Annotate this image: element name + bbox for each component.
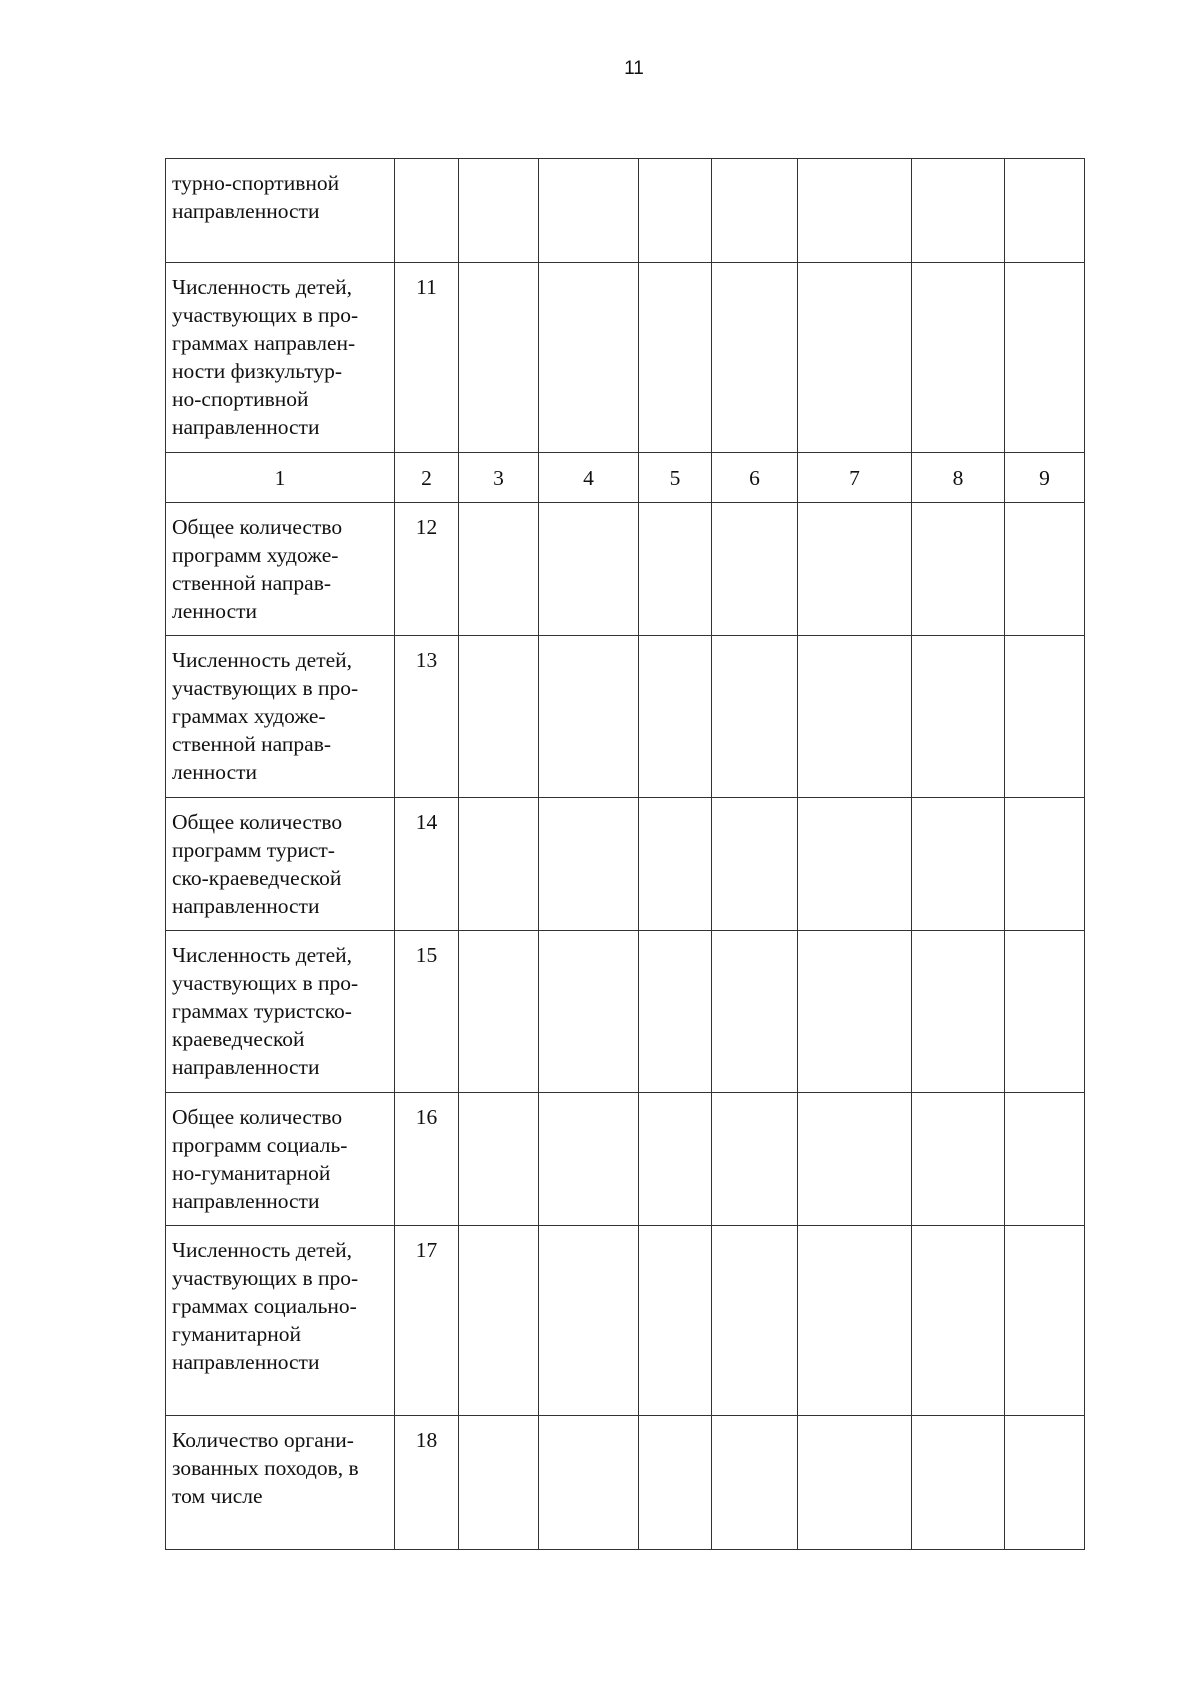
page-number: 11 <box>624 58 644 79</box>
data-cell <box>1005 1226 1085 1416</box>
row-code: 18 <box>395 1416 459 1550</box>
data-cell <box>639 503 712 636</box>
table-row <box>166 1226 1085 1416</box>
data-cell <box>639 159 712 263</box>
table-row <box>166 503 1085 636</box>
column-number: 5 <box>639 453 712 503</box>
data-cell <box>1005 931 1085 1093</box>
row-label: Количество органи- зованных походов, в том числе <box>166 1416 395 1550</box>
row-label: турно-спортивной направленности <box>166 159 395 263</box>
table-row <box>166 263 1085 453</box>
data-cell <box>459 1416 539 1550</box>
data-cell <box>459 503 539 636</box>
data-cell <box>798 1093 912 1226</box>
row-code: 16 <box>395 1093 459 1226</box>
data-cell <box>459 636 539 798</box>
data-cell <box>712 931 798 1093</box>
row-code <box>395 159 459 263</box>
row-code: 15 <box>395 931 459 1093</box>
data-cell <box>1005 1093 1085 1226</box>
data-cell <box>798 1226 912 1416</box>
data-cell <box>1005 263 1085 453</box>
column-number-row <box>166 453 1085 503</box>
data-cell <box>459 798 539 931</box>
data-cell <box>712 1093 798 1226</box>
column-number: 1 <box>166 453 395 503</box>
data-cell <box>1005 1416 1085 1550</box>
row-code: 14 <box>395 798 459 931</box>
data-cell <box>459 159 539 263</box>
row-label: Численность детей, участвующих в про- граммах туристско- краеведческой направленности <box>166 931 395 1093</box>
data-cell <box>712 1226 798 1416</box>
data-cell <box>539 1226 639 1416</box>
data-cell <box>912 159 1005 263</box>
data-cell <box>912 931 1005 1093</box>
data-cell <box>459 263 539 453</box>
row-code: 11 <box>395 263 459 453</box>
data-cell <box>639 1416 712 1550</box>
column-number: 3 <box>459 453 539 503</box>
table-row <box>166 159 1085 263</box>
data-cell <box>912 1416 1005 1550</box>
data-cell <box>712 159 798 263</box>
column-number: 8 <box>912 453 1005 503</box>
data-cell <box>912 1226 1005 1416</box>
data-cell <box>712 503 798 636</box>
data-cell <box>912 263 1005 453</box>
data-cell <box>1005 798 1085 931</box>
row-label: Численность детей, участвующих в про- граммах направлен- ности физкультур- но-спортивной направленности <box>166 263 395 453</box>
row-label: Численность детей, участвующих в про- граммах художе- ственной направ- ленности <box>166 636 395 798</box>
data-cell <box>798 931 912 1093</box>
data-cell <box>912 636 1005 798</box>
data-cell <box>539 1093 639 1226</box>
data-cell <box>798 159 912 263</box>
data-cell <box>639 1093 712 1226</box>
column-number: 6 <box>712 453 798 503</box>
data-cell <box>539 503 639 636</box>
data-cell <box>639 263 712 453</box>
data-cell <box>1005 159 1085 263</box>
data-cell <box>798 798 912 931</box>
column-number: 7 <box>798 453 912 503</box>
row-code: 17 <box>395 1226 459 1416</box>
row-label: Общее количество программ социаль- но-гуманитарной направленности <box>166 1093 395 1226</box>
data-cell <box>459 931 539 1093</box>
data-cell <box>539 798 639 931</box>
data-cell <box>459 1226 539 1416</box>
row-label: Общее количество программ турист- ско-краеведческой направленности <box>166 798 395 931</box>
data-cell <box>912 798 1005 931</box>
row-label: Общее количество программ художе- ственной направ- ленности <box>166 503 395 636</box>
data-cell <box>459 1093 539 1226</box>
data-cell <box>1005 636 1085 798</box>
data-cell <box>539 636 639 798</box>
data-cell <box>912 503 1005 636</box>
table-row <box>166 1416 1085 1550</box>
data-cell <box>539 263 639 453</box>
column-number: 2 <box>395 453 459 503</box>
table-row <box>166 636 1085 798</box>
data-cell <box>639 1226 712 1416</box>
table-row <box>166 798 1085 931</box>
table-row <box>166 1093 1085 1226</box>
data-cell <box>539 1416 639 1550</box>
data-cell <box>712 263 798 453</box>
data-cell <box>639 636 712 798</box>
data-cell <box>712 798 798 931</box>
column-number: 4 <box>539 453 639 503</box>
data-cell <box>639 931 712 1093</box>
data-cell <box>712 636 798 798</box>
data-cell <box>798 503 912 636</box>
data-cell <box>712 1416 798 1550</box>
data-cell <box>539 159 639 263</box>
column-number: 9 <box>1005 453 1085 503</box>
data-cell <box>798 636 912 798</box>
row-label: Численность детей, участвующих в про- граммах социально- гуманитарной направленности <box>166 1226 395 1416</box>
data-cell <box>539 931 639 1093</box>
row-code: 12 <box>395 503 459 636</box>
data-cell <box>798 1416 912 1550</box>
data-cell <box>798 263 912 453</box>
data-cell <box>912 1093 1005 1226</box>
data-cell <box>639 798 712 931</box>
row-code: 13 <box>395 636 459 798</box>
table-row <box>166 931 1085 1093</box>
data-cell <box>1005 503 1085 636</box>
statistics-table <box>165 158 1085 1550</box>
